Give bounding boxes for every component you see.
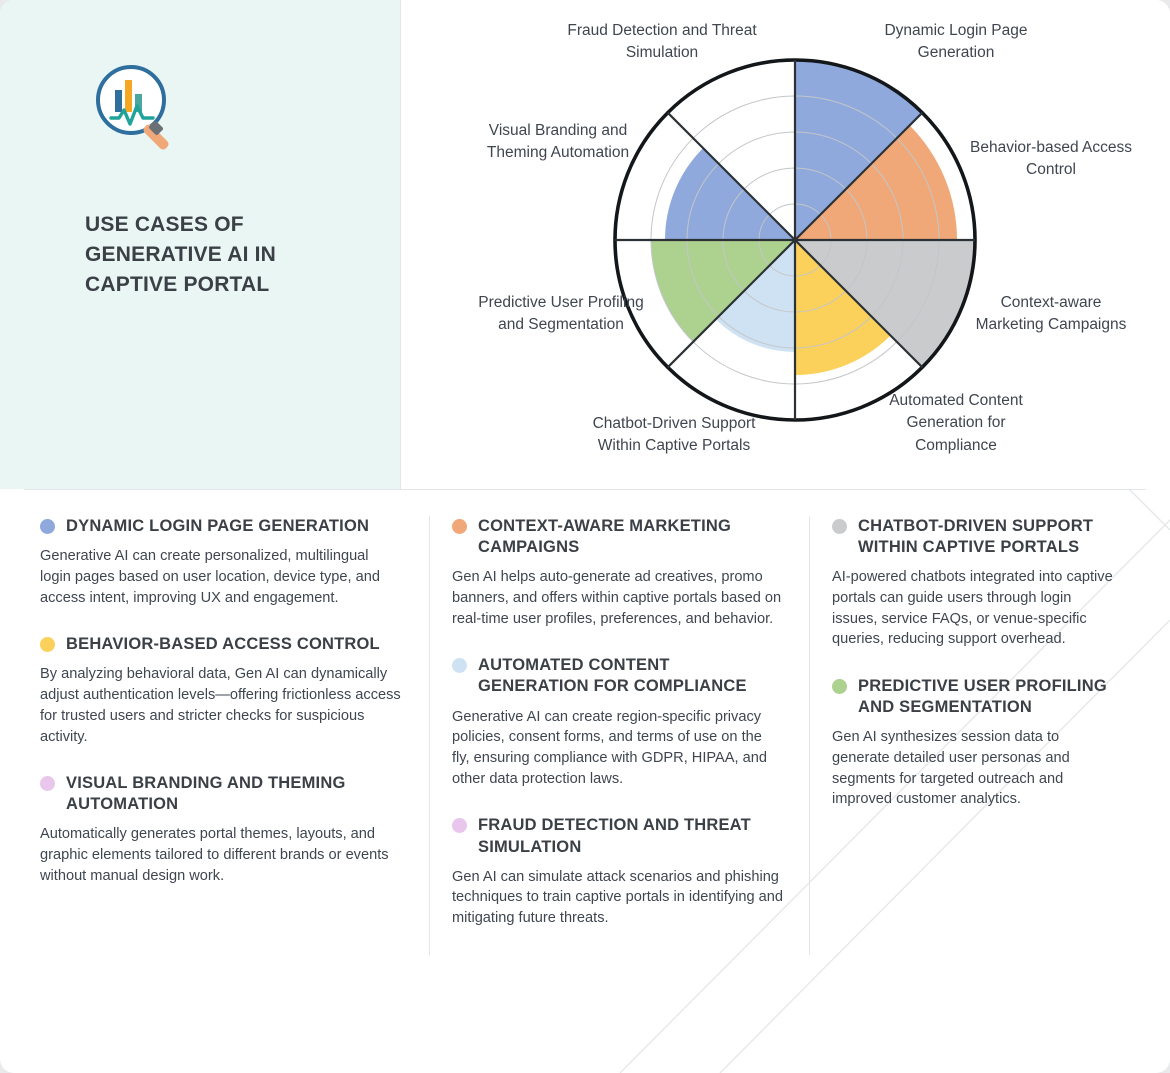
wheel-label-behavior-access: Behavior-based Access Control <box>970 139 1132 179</box>
wheel-label-visual-branding: Visual Branding and Theming Automation <box>486 122 630 162</box>
use-case-item <box>452 655 783 789</box>
use-case-title: FRAUD DETECTION AND THREAT SIMULATION <box>478 816 751 856</box>
card-column-1 <box>40 516 430 955</box>
color-dot-icon <box>452 519 467 534</box>
use-case-header <box>452 516 783 558</box>
title-panel <box>0 0 400 489</box>
use-case-header <box>40 516 403 537</box>
wheel-label-fraud-detection: Fraud Detection and Threat Simulation <box>567 22 757 62</box>
page-title: USE CASES OF GENERATIVE AI IN CAPTIVE PORTAL <box>85 213 277 296</box>
use-case-header <box>832 676 1114 718</box>
use-case-title: AUTOMATED CONTENT GENERATION FOR COMPLIANCE <box>478 656 747 696</box>
color-dot-icon <box>452 658 467 673</box>
radial-wheel-chart <box>401 0 1170 489</box>
use-case-title: CONTEXT-AWARE MARKETING CAMPAIGNS <box>478 517 732 557</box>
use-case-title: VISUAL BRANDING AND THEMING AUTOMATION <box>66 774 346 814</box>
color-dot-icon <box>40 637 55 652</box>
wheel-label-automated-content: Automated Content Generation for Compliance <box>889 392 1023 454</box>
top-section <box>0 0 1170 489</box>
use-case-item <box>40 516 403 608</box>
wheel-label-predictive-profiling: Predictive User Profiling and Segmentation <box>478 294 644 334</box>
use-case-title: CHATBOT-DRIVEN SUPPORT WITHIN CAPTIVE PORTALS <box>858 517 1094 557</box>
use-case-title: BEHAVIOR-BASED ACCESS CONTROL <box>66 635 380 654</box>
wheel-svg <box>401 0 1170 489</box>
use-case-item <box>832 516 1114 650</box>
use-case-body: Gen AI helps auto-generate ad creatives, promo banners, and offers within captive portals based on real-time user profiles, preferences, and behavior. <box>452 569 782 627</box>
magnifying-glass-analytics-icon <box>85 60 185 155</box>
use-case-header <box>832 516 1114 558</box>
use-case-body: Gen AI synthesizes session data to generate detailed user personas and segments for targeted outreach and improved customer analytics. <box>832 729 1070 808</box>
use-case-item <box>40 634 403 747</box>
use-case-item <box>452 516 783 629</box>
use-case-body: Generative AI can create region-specific privacy policies, consent forms, and terms of use on the fly, ensuring compliance with GDPR, HIPAA, and other data protection laws. <box>452 708 767 787</box>
use-case-header <box>452 815 783 857</box>
use-case-body: Gen AI can simulate attack scenarios and phishing techniques to train captive portals in identifying and mitigating future threats. <box>452 868 783 927</box>
color-dot-icon <box>452 818 467 833</box>
use-case-header <box>452 655 783 697</box>
color-dot-icon <box>832 679 847 694</box>
wheel-label-chatbot-support: Chatbot-Driven Support Within Captive Portals <box>592 415 756 455</box>
use-case-item <box>452 815 783 928</box>
color-dot-icon <box>832 519 847 534</box>
wheel-panel <box>400 0 1170 489</box>
use-case-header <box>40 773 403 815</box>
use-case-cards <box>0 490 1170 955</box>
use-case-title: PREDICTIVE USER PROFILING AND SEGMENTATION <box>858 677 1107 717</box>
use-case-body: Automatically generates portal themes, layouts, and graphic elements tailored to different brands or events without manual design work. <box>40 826 389 884</box>
use-case-item <box>832 676 1114 810</box>
use-case-body: AI-powered chatbots integrated into captive portals can guide users through login issues, service FAQs, or venue-specific queries, reducing support overhead. <box>832 569 1113 648</box>
wheel-label-context-marketing: Context-aware Marketing Campaigns <box>975 294 1127 334</box>
use-case-body: Generative AI can create personalized, multilingual login pages based on user location, device type, and access intent, improving UX and engagement. <box>40 548 380 606</box>
use-case-header <box>40 634 403 655</box>
use-case-item <box>40 773 403 886</box>
card-column-3 <box>810 516 1140 955</box>
wheel-label-dynamic-login: Dynamic Login Page Generation <box>884 22 1028 62</box>
color-dot-icon <box>40 776 55 791</box>
color-dot-icon <box>40 519 55 534</box>
use-case-title: DYNAMIC LOGIN PAGE GENERATION <box>66 517 370 535</box>
card-column-2 <box>430 516 810 955</box>
use-case-body: By analyzing behavioral data, Gen AI can dynamically adjust authentication levels—offering frictionless access for trusted users and stricter checks for suspicious activity. <box>40 666 401 745</box>
